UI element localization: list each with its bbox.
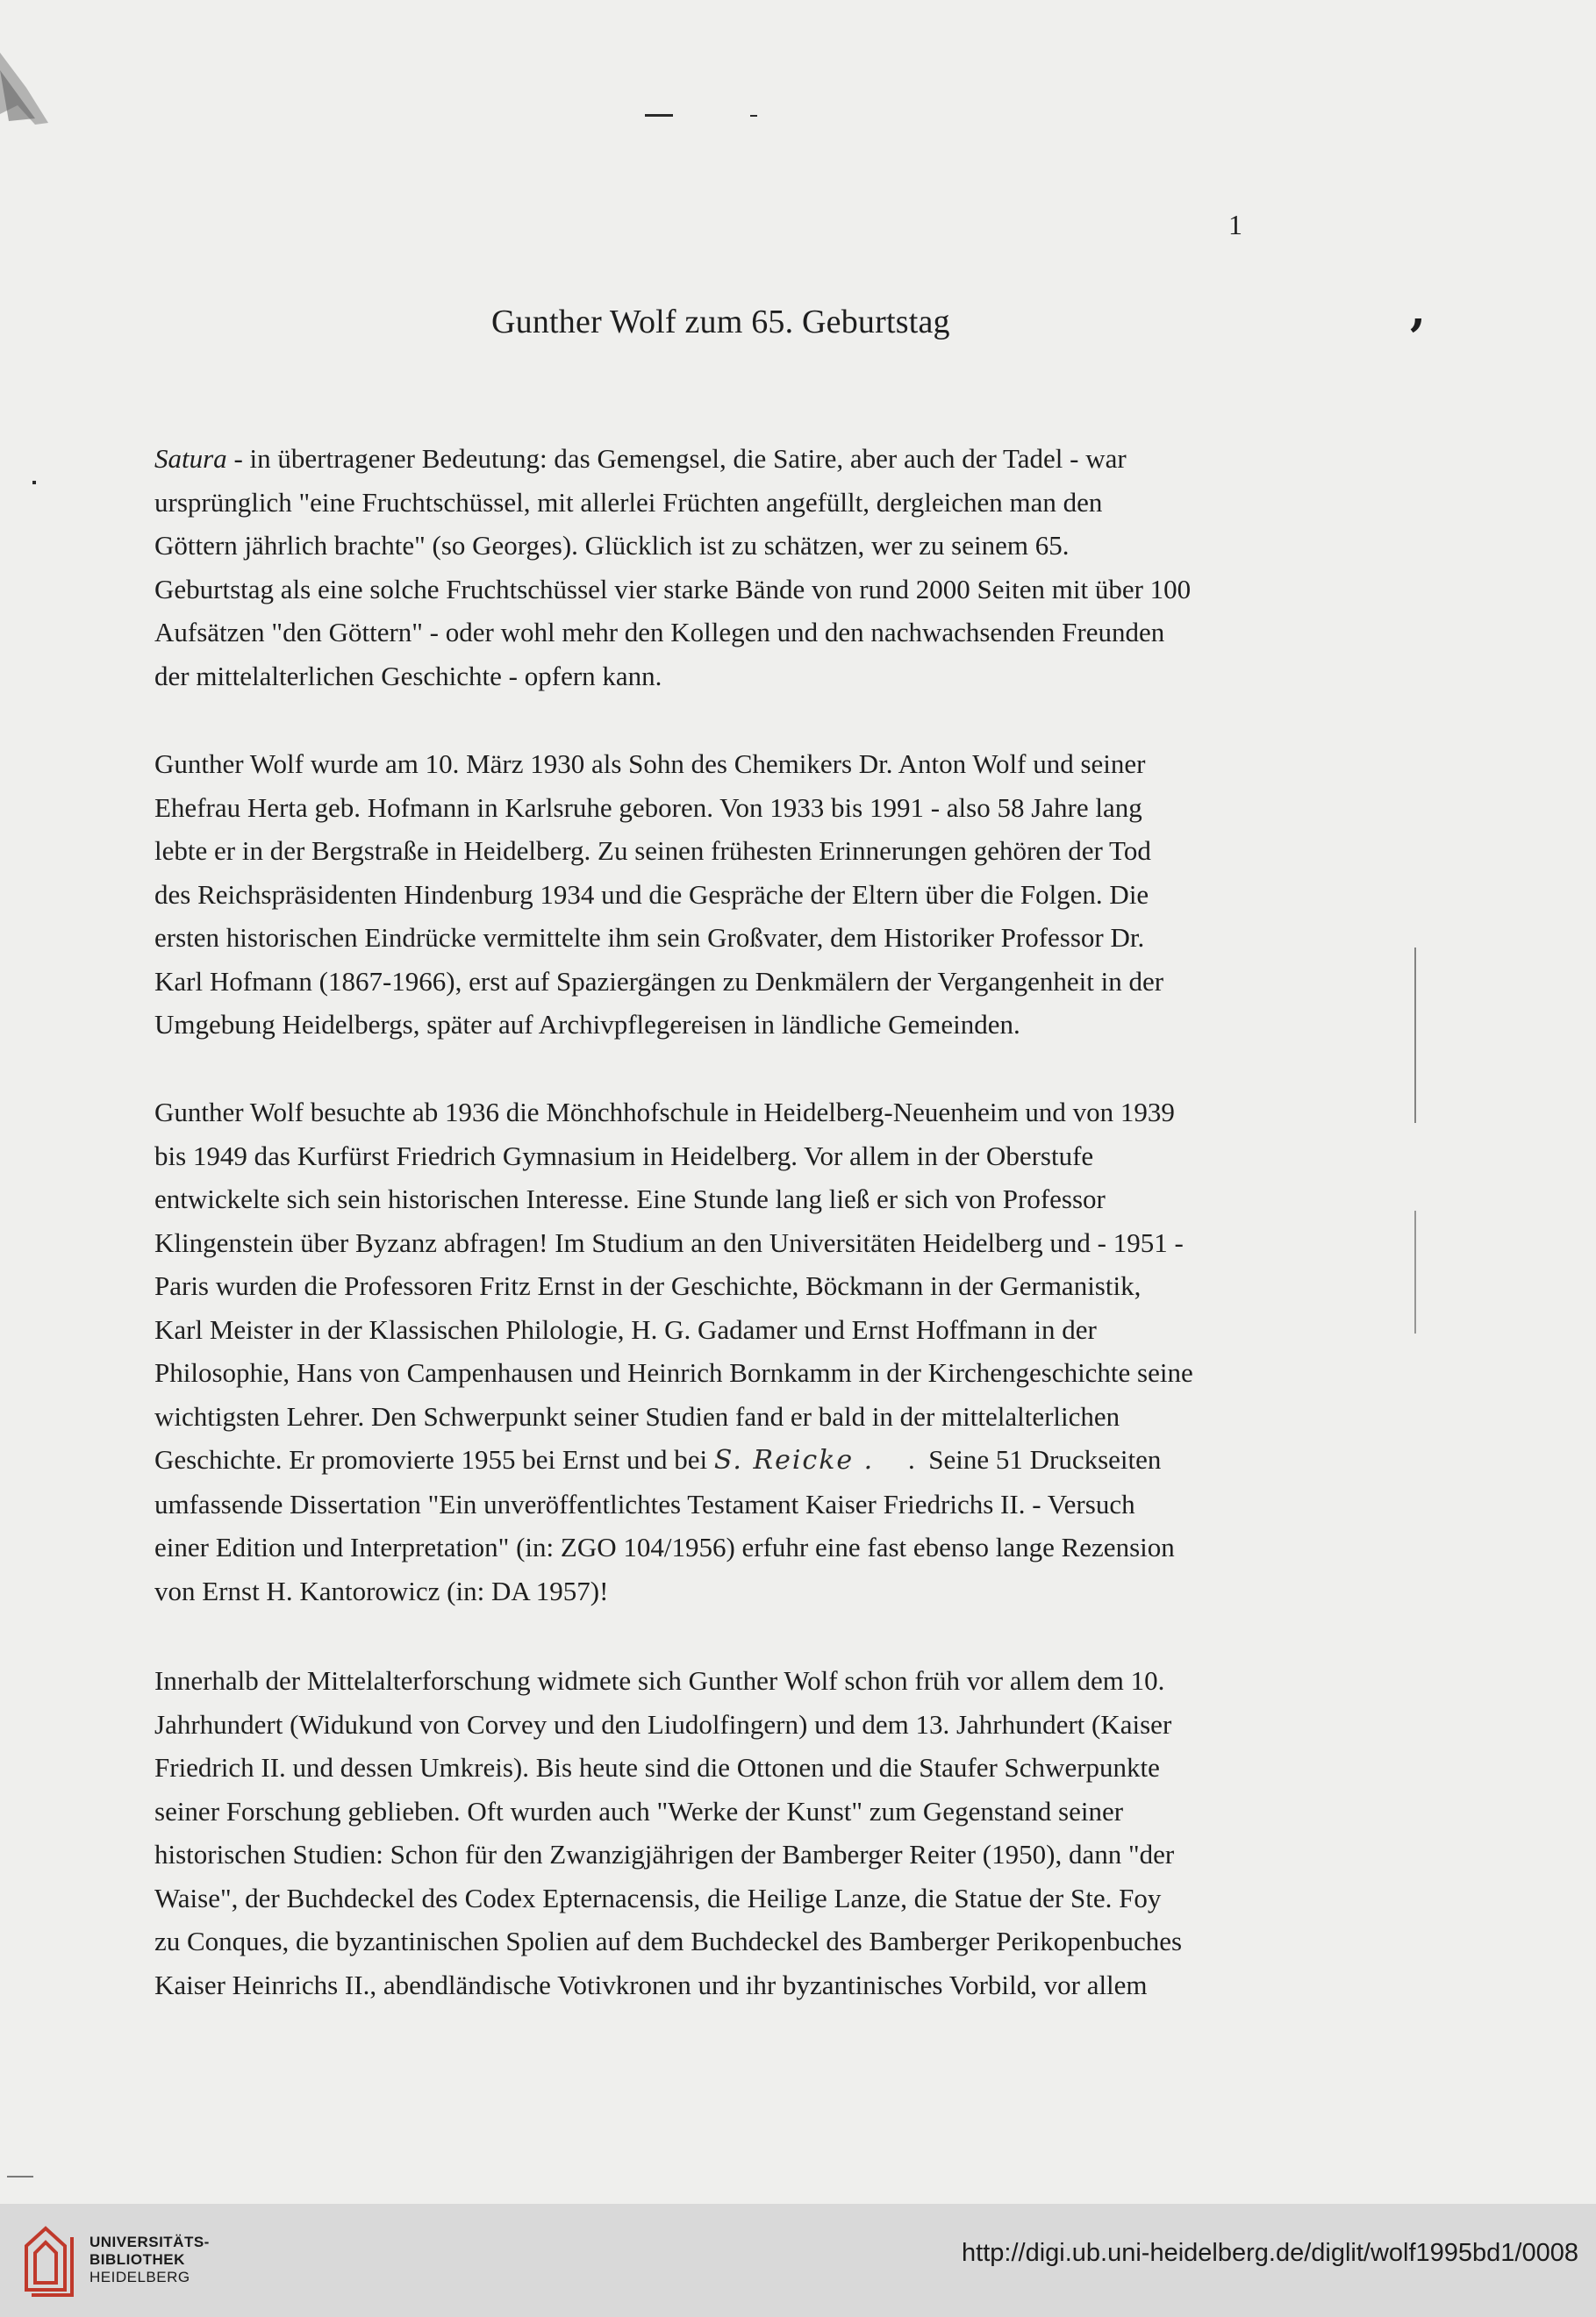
paragraph-education: [154, 1091, 1308, 1613]
text-line: ursprünglich "eine Fruchtschüssel, mit allerlei Früchten angefüllt, dergleichen man den: [154, 486, 1103, 518]
text-line: Karl Hofmann (1867-1966), erst auf Spaziergängen zu Denkmälern der Vergangenheit in der: [154, 965, 1164, 997]
text-line: Karl Meister in der Klassischen Philologie, H. G. Gadamer und Ernst Hoffmann in der: [154, 1313, 1097, 1345]
text-line: Friedrich II. und dessen Umkreis). Bis heute sind die Ottonen und die Staufer Schwerpunkte: [154, 1752, 1160, 1783]
text-line: Ehefrau Herta geb. Hofmann in Karlsruhe geboren. Von 1933 bis 1991 - also 58 Jahre lang: [154, 791, 1142, 823]
text-line: Geburtstag als eine solche Fruchtschüssel vier starke Bände von rund 2000 Seiten mit über 100: [154, 573, 1192, 604]
text-line: Göttern jährlich brachte" (so Georges). Glücklich ist zu schätzen, wer zu seinem 65.: [154, 530, 1070, 561]
scan-dash-artifact: [645, 114, 673, 117]
paragraph-satura: [154, 437, 1308, 697]
scan-dash-artifact: [7, 2176, 33, 2178]
text-line: Umgebung Heidelbergs, später auf Archivpflegereisen in ländliche Gemeinden.: [154, 1009, 1020, 1040]
library-logo-icon: [19, 2220, 81, 2299]
page-number: 1: [1228, 209, 1242, 240]
library-name-line2: BIBLIOTHEK: [89, 2251, 185, 2268]
text-line: der mittelalterlichen Geschichte - opfern kann.: [154, 660, 662, 691]
digitization-footer: [0, 2204, 1596, 2317]
text-line: des Reichspräsidenten Hindenburg 1934 und die Gespräche der Eltern über die Folgen. Die: [154, 878, 1149, 910]
text-line: zu Conques, die byzantinischen Spolien auf dem Buchdeckel des Bamberger Perikopenbuches: [154, 1926, 1183, 1956]
text-line: Aufsätzen "den Göttern" - oder wohl mehr den Kollegen und den nachwachsenden Freunden: [154, 617, 1165, 647]
text-line: ersten historischen Eindrücke vermittelte ihm sein Großvater, dem Historiker Professor Dr.: [154, 922, 1145, 953]
text-line: einer Edition und Interpretation" (in: ZGO 104/1956) erfuhr eine fast ebenso lange Rezension: [154, 1532, 1175, 1563]
text-line: Paris wurden die Professoren Fritz Ernst in der Geschichte, Böckmann in der Germanistik,: [154, 1270, 1142, 1301]
text-line: Kaiser Heinrichs II., abendländische Votivkronen und ihr byzantinisches Vorbild, vor allem: [154, 1969, 1148, 2000]
line-text: Geschichte. Er promovierte 1955 bei Ernst und bei: [154, 1444, 714, 1475]
line-text: - in übertragener Bedeutung: das Gemengsel, die Satire, aber auch der Tadel - war: [226, 443, 1127, 474]
text-line: bis 1949 das Kurfürst Friedrich Gymnasium in Heidelberg. Vor allem in der Oberstufe: [154, 1140, 1094, 1171]
library-name-line3: HEIDELBERG: [89, 2269, 190, 2285]
paragraph-birth: [154, 742, 1308, 1047]
text-line: [154, 1438, 1308, 1483]
library-name-line1: UNIVERSITÄTS-: [89, 2234, 210, 2250]
text-line: Philosophie, Hans von Campenhausen und Heinrich Bornkamm in der Kirchengeschichte seine: [154, 1357, 1193, 1388]
text-line: Jahrhundert (Widukund von Corvey und den Liudolfingern) und dem 13. Jahrhundert (Kaiser: [154, 1708, 1172, 1740]
scan-line-artifact: [1414, 1211, 1416, 1334]
source-url-link[interactable]: http://digi.ub.uni-heidelberg.de/diglit/wolf1995bd1/0008: [962, 2239, 1578, 2267]
scan-corner-artifact: [0, 53, 53, 132]
text-line: Waise", der Buchdeckel des Codex Epternacensis, die Heilige Lanze, die Statue der Ste. Foy: [154, 1882, 1162, 1913]
handwritten-insertion: S. Reicke .: [713, 1445, 875, 1476]
text-line: seiner Forschung geblieben. Oft wurden auch "Werke der Kunst" zum Gegenstand seiner: [154, 1795, 1124, 1827]
line-text: . Seine 51 Druckseiten: [874, 1444, 1162, 1475]
scan-dash-artifact: [750, 115, 757, 117]
scan-dot-artifact: [32, 481, 36, 484]
text-line: Innerhalb der Mittelalterforschung widmete sich Gunther Wolf schon früh vor allem dem 10.: [154, 1665, 1165, 1696]
text-line: Gunther Wolf besuchte ab 1936 die Mönchhofschule in Heidelberg-Neuenheim und von 1939: [154, 1097, 1175, 1127]
paragraph-research: [154, 1659, 1308, 2006]
document-title: Gunther Wolf zum 65. Geburtstag: [491, 304, 950, 340]
scan-line-artifact: [1414, 948, 1416, 1123]
text-line: Klingenstein über Byzanz abfragen! Im Studium an den Universitäten Heidelberg und - 1951 -: [154, 1226, 1184, 1258]
text-line: entwickelte sich sein historischen Interesse. Eine Stunde lang ließ er sich von Professor: [154, 1184, 1106, 1214]
text-line: [154, 437, 1308, 481]
library-name: [89, 2234, 210, 2286]
text-line: von Ernst H. Kantorowicz (in: DA 1957)!: [154, 1575, 609, 1606]
text-line: umfassende Dissertation "Ein unveröffentlichtes Testament Kaiser Friedrichs II. - Versuch: [154, 1488, 1135, 1520]
text-line: lebte er in der Bergstraße in Heidelberg. Zu seinen frühesten Erinnerungen gehören der Tod: [154, 835, 1151, 866]
text-line: Gunther Wolf wurde am 10. März 1930 als Sohn des Chemikers Dr. Anton Wolf und seiner: [154, 748, 1146, 779]
text-line: wichtigsten Lehrer. Den Schwerpunkt seiner Studien fand er bald in der mittelalterlichen: [154, 1400, 1120, 1432]
italic-term: Satura: [154, 443, 227, 474]
text-line: historischen Studien: Schon für den Zwanzigjährigen der Bamberger Reiter (1950), dann "der: [154, 1839, 1175, 1870]
margin-mark: ’: [1408, 309, 1426, 367]
